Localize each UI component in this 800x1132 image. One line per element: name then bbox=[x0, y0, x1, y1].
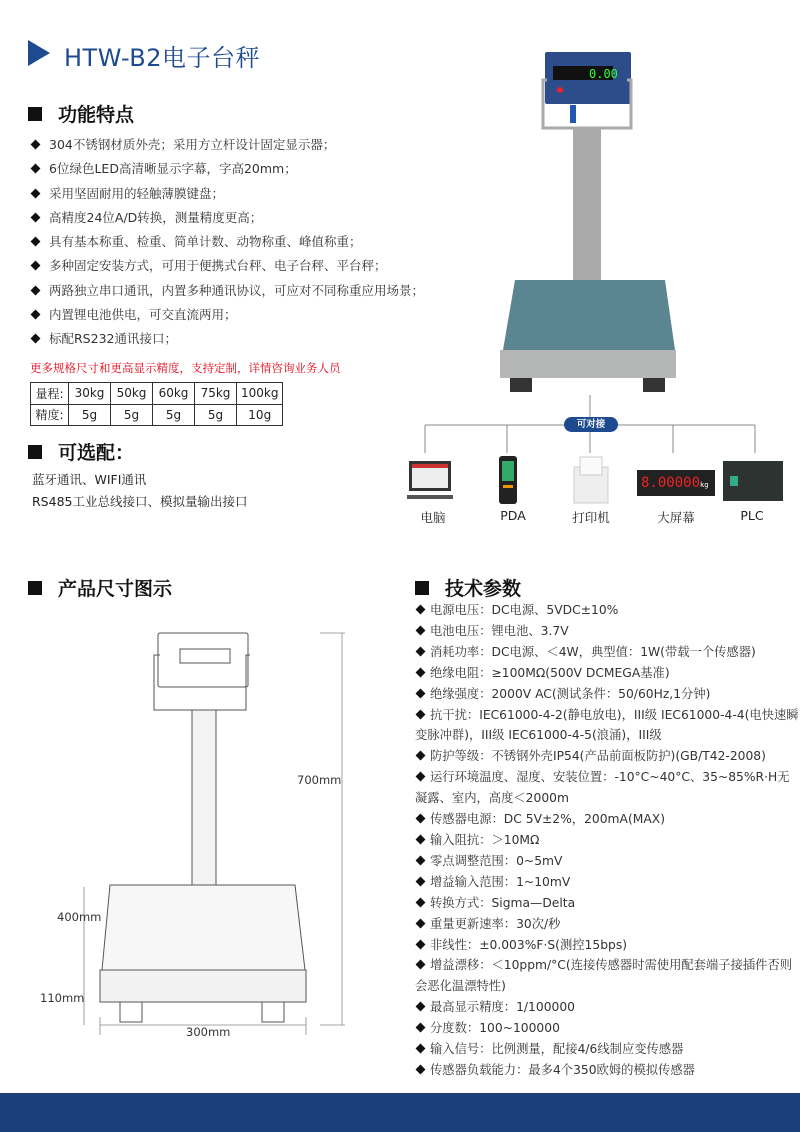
tech-item bbox=[415, 914, 800, 935]
item-text: 分度数：100~100000 bbox=[430, 1021, 560, 1036]
tech-item bbox=[415, 1018, 800, 1039]
diamond-bullet-icon bbox=[416, 960, 426, 970]
item-text: 非线性：±0.003%F·S(测控15bps) bbox=[430, 937, 628, 952]
table-cell: 5g bbox=[111, 404, 153, 426]
table-cell: 60kg bbox=[153, 383, 195, 405]
item-text: 消耗功率：DC电源、＜4W，典型值：1W(带载一个传感器) bbox=[430, 644, 756, 659]
diamond-bullet-icon bbox=[416, 1044, 426, 1054]
item-text: 抗干扰：IEC61000-4-2(静电放电)，III级 IEC61000-4-4(电快速瞬变脉冲群)，III级 IEC61000-4-5(浪涌)，III级 bbox=[415, 707, 799, 743]
diamond-bullet-icon bbox=[416, 855, 426, 865]
option-item: 蓝牙通讯、WIFI通讯 bbox=[32, 472, 147, 487]
dim-height: 700mm bbox=[297, 773, 342, 787]
display-reading: 0.00 bbox=[589, 67, 618, 81]
feature-item bbox=[30, 279, 424, 303]
device-label-big-screen: 大屏幕 bbox=[657, 510, 695, 525]
item-text: 绝缘电阻：≥100MΩ(500V DCMEGA基准) bbox=[430, 665, 670, 680]
tech-item bbox=[415, 997, 800, 1018]
item-text: 运行环境温度、湿度、安装位置：-10°C~40°C、35~85%R·H无凝露、室内，高度＜2000m bbox=[415, 770, 790, 806]
item-text: 转换方式：Sigma—Delta bbox=[430, 895, 576, 910]
square-bullet-icon bbox=[415, 581, 429, 595]
item-text: 输入信号：比例测量，配接4/6线制应变传感器 bbox=[430, 1042, 684, 1057]
item-text: 电源电压：DC电源、5VDC±10% bbox=[430, 603, 619, 617]
item-text: 绝缘强度：2000V AC(测试条件：50/60Hz,1分钟) bbox=[430, 686, 711, 701]
item-text: 传感器负载能力：最多4个350欧姆的模拟传感器 bbox=[430, 1062, 695, 1077]
feature-item bbox=[30, 182, 424, 206]
pda-icon bbox=[498, 455, 518, 505]
tech-item bbox=[415, 746, 800, 767]
tech-item bbox=[415, 872, 800, 893]
device-label-printer: 打印机 bbox=[572, 510, 610, 525]
custom-note: 更多规格尺寸和更高显示精度，支持定制，详情咨询业务人员 bbox=[30, 361, 341, 375]
tech-item bbox=[415, 1060, 800, 1081]
table-cell: 30kg bbox=[69, 383, 111, 405]
diamond-bullet-icon bbox=[416, 918, 426, 928]
table-cell: 5g bbox=[69, 404, 111, 426]
diamond-bullet-icon bbox=[416, 939, 426, 949]
item-text: 电池电压：锂电池、3.7V bbox=[430, 623, 569, 638]
diamond-bullet-icon bbox=[31, 212, 41, 222]
diamond-bullet-icon bbox=[31, 285, 41, 295]
tech-item bbox=[415, 935, 800, 956]
feature-item bbox=[30, 327, 424, 351]
feature-item bbox=[30, 254, 424, 278]
tech-item bbox=[415, 1039, 800, 1060]
diamond-bullet-icon bbox=[31, 334, 41, 344]
item-text: 增益输入范围：1~10mV bbox=[430, 874, 571, 889]
tech-item bbox=[415, 642, 800, 663]
item-text: 304不锈钢材质外壳；采用方立杆设计固定显示器； bbox=[49, 137, 336, 152]
tech-item bbox=[415, 830, 800, 851]
item-text: 标配RS232通讯接口； bbox=[49, 331, 177, 347]
tech-item bbox=[415, 893, 800, 914]
diamond-bullet-icon bbox=[416, 667, 426, 677]
item-text: 采用坚固耐用的轻触薄膜键盘； bbox=[49, 185, 225, 201]
title-triangle-icon bbox=[28, 40, 50, 66]
diamond-bullet-icon bbox=[416, 709, 426, 719]
device-label-plc: PLC bbox=[740, 508, 764, 523]
tech-item bbox=[415, 809, 800, 830]
table-cell: 100kg bbox=[237, 383, 283, 405]
item-text: 最高显示精度：1/100000 bbox=[430, 1000, 575, 1015]
diamond-bullet-icon bbox=[416, 1064, 426, 1074]
diamond-bullet-icon bbox=[416, 751, 426, 761]
tech-item bbox=[415, 663, 800, 684]
tech-heading-text: 技术参数 bbox=[445, 578, 522, 600]
diamond-bullet-icon bbox=[416, 688, 426, 698]
item-text: 内置锂电池供电，可交直流两用； bbox=[49, 307, 237, 323]
table-cell: 75kg bbox=[195, 383, 237, 405]
page-title: HTW-B2电子台秤 bbox=[64, 44, 261, 72]
tech-item bbox=[415, 955, 800, 997]
options-heading-text: 可选配： bbox=[58, 442, 135, 464]
dim-width: 300mm bbox=[186, 1025, 231, 1039]
features-list bbox=[30, 133, 424, 352]
connection-lines bbox=[0, 390, 800, 460]
table-cell: 5g bbox=[153, 404, 195, 426]
item-text: 两路独立串口通讯，内置多种通讯协议，可应对不同称重应用场景； bbox=[49, 282, 425, 298]
diamond-bullet-icon bbox=[31, 188, 41, 198]
diamond-bullet-icon bbox=[416, 625, 426, 635]
device-label-computer: 电脑 bbox=[420, 510, 446, 525]
diamond-bullet-icon bbox=[416, 772, 426, 782]
big-screen-icon bbox=[637, 470, 715, 496]
dimensions-heading bbox=[28, 574, 172, 601]
features-heading-text: 功能特点 bbox=[58, 104, 135, 126]
item-text: 输入阻抗：＞10MΩ bbox=[430, 832, 540, 847]
diamond-bullet-icon bbox=[31, 140, 41, 150]
option-item: RS485工业总线接口、模拟量输出接口 bbox=[32, 494, 248, 509]
table-cell: 5g bbox=[195, 404, 237, 426]
dimensions-heading-text: 产品尺寸图示 bbox=[58, 578, 173, 600]
diamond-bullet-icon bbox=[416, 814, 426, 824]
item-text: 增益漂移：＜10ppm/°C(连接传感器时需使用配套端子接插件否则会恶化温漂特性) bbox=[415, 958, 793, 994]
scale-product-image bbox=[495, 50, 685, 400]
plc-icon bbox=[722, 458, 784, 503]
tech-item bbox=[415, 600, 800, 621]
table-cell: 10g bbox=[237, 404, 283, 426]
dim-depth: 400mm bbox=[57, 910, 102, 924]
diamond-bullet-icon bbox=[416, 835, 426, 845]
feature-item bbox=[30, 206, 424, 230]
diamond-bullet-icon bbox=[416, 897, 426, 907]
feature-item bbox=[30, 230, 424, 254]
diamond-bullet-icon bbox=[31, 261, 41, 271]
item-text: 传感器电源：DC 5V±2%，200mA(MAX) bbox=[430, 812, 665, 827]
item-text: 6位绿色LED高清晰显示字幕，字高20mm； bbox=[49, 161, 297, 177]
dim-base: 110mm bbox=[40, 991, 85, 1005]
square-bullet-icon bbox=[28, 107, 42, 121]
footer-bar bbox=[0, 1093, 800, 1132]
tech-item bbox=[415, 705, 800, 747]
diamond-bullet-icon bbox=[416, 1002, 426, 1012]
feature-item bbox=[30, 303, 424, 327]
item-text: 具有基本称重、检重、简单计数、动物称重、峰值称重； bbox=[49, 234, 362, 250]
item-text: 零点调整范围：0~5mV bbox=[430, 853, 563, 868]
item-text: 多种固定安装方式，可用于便携式台秤、电子台秤、平台秤； bbox=[49, 258, 387, 274]
dimension-drawing bbox=[80, 625, 350, 1035]
features-heading bbox=[28, 100, 134, 127]
item-text: 高精度24位A/D转换，测量精度更高； bbox=[49, 209, 263, 225]
printer-icon bbox=[572, 455, 610, 505]
tech-item bbox=[415, 767, 800, 809]
diamond-bullet-icon bbox=[416, 605, 426, 615]
feature-item bbox=[30, 157, 424, 181]
item-text: 重量更新速率：30次/秒 bbox=[430, 916, 561, 931]
table-cell: 精度: bbox=[31, 404, 69, 426]
diamond-bullet-icon bbox=[416, 876, 426, 886]
diamond-bullet-icon bbox=[31, 310, 41, 320]
device-label-pda: PDA bbox=[500, 508, 526, 523]
square-bullet-icon bbox=[28, 581, 42, 595]
tech-item bbox=[415, 684, 800, 705]
big-screen-unit: kg bbox=[700, 481, 709, 489]
item-text: 防护等级：不锈钢外壳IP54(产品前面板防护)(GB/T42-2008) bbox=[430, 749, 766, 764]
big-screen-reading: 8.00000 bbox=[641, 475, 701, 491]
table-cell: 量程: bbox=[31, 383, 69, 405]
tech-item bbox=[415, 851, 800, 872]
computer-icon bbox=[405, 458, 455, 503]
diamond-bullet-icon bbox=[416, 1023, 426, 1033]
table-cell: 50kg bbox=[111, 383, 153, 405]
feature-item bbox=[30, 133, 424, 157]
connect-badge: 可对接 bbox=[564, 417, 618, 432]
diamond-bullet-icon bbox=[416, 646, 426, 656]
diamond-bullet-icon bbox=[31, 164, 41, 174]
tech-list bbox=[415, 600, 800, 1081]
tech-item bbox=[415, 621, 800, 642]
tech-heading bbox=[415, 574, 521, 601]
diamond-bullet-icon bbox=[31, 237, 41, 247]
